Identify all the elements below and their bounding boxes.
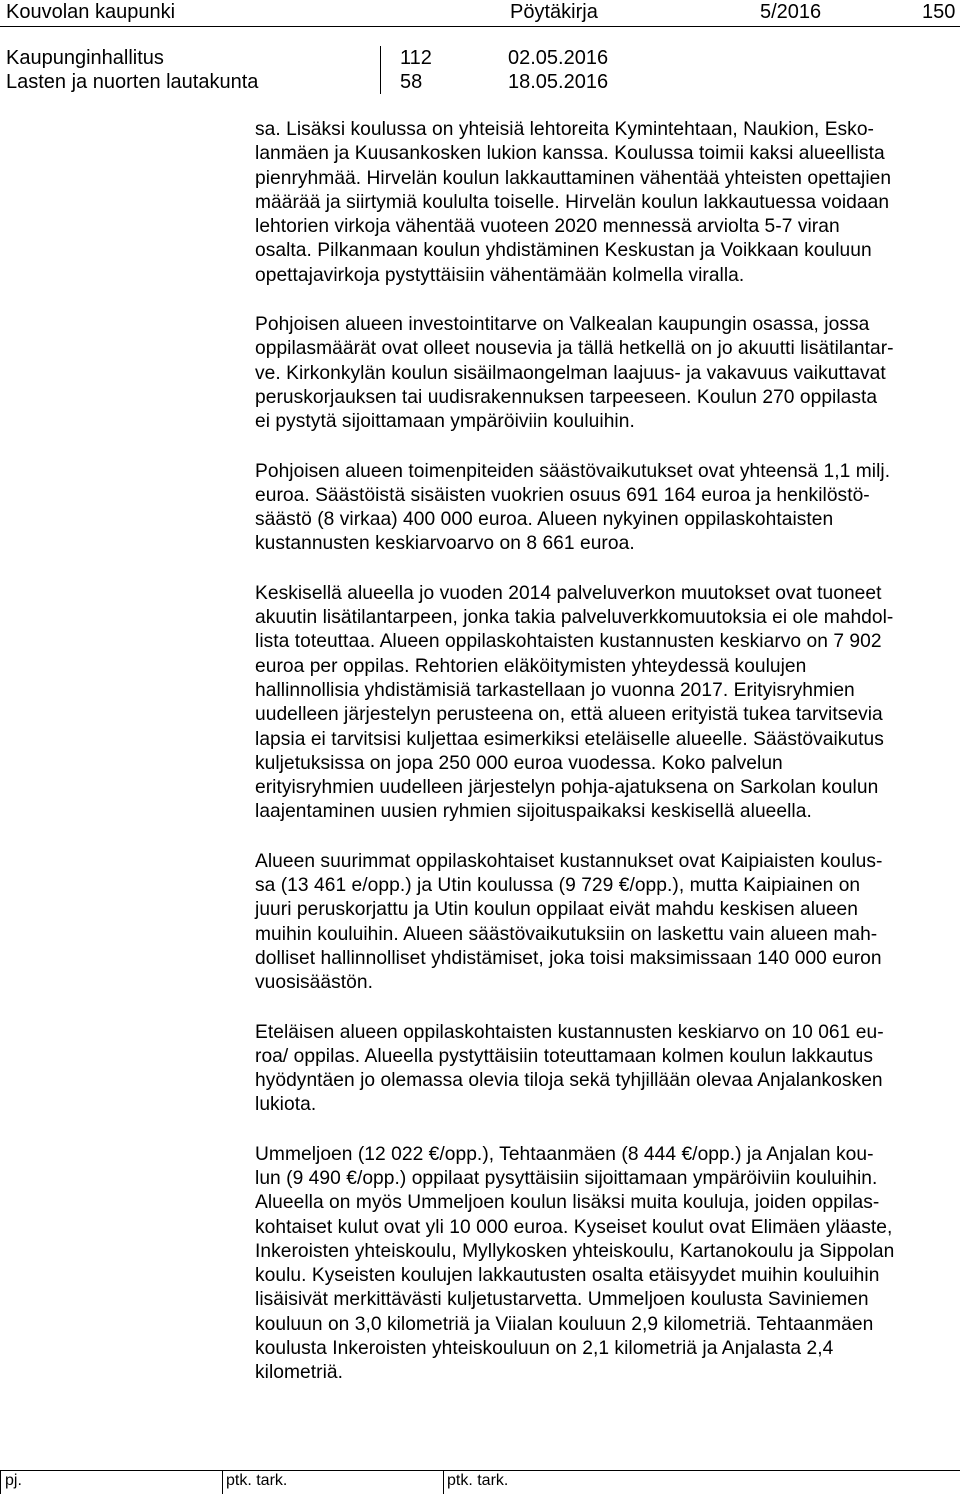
paragraph: Ummeljoen (12 022 €/opp.), Tehtaanmäen (8 444 €/opp.) ja Anjalan kou- lun (9 490 €/opp.) oppilaat pysyttäisiin sijoittamaan ympäröiviin kouluihin. Alueella on myös Ummeljoen koulun lisäksi muita kouluja, joiden oppilas- kohtaiset kulut ovat yli 10 000 euroa. Kyseiset koulut ovat Elimäen yläaste, Inkeroisten yhteiskoulu, Myllykosken yhteiskoulu, Kartanokoulu ja Sippolan koulu. Kyseisten koulujen lakkautusten osalta etäisyydet muihin kouluihin lisäisivät merkittävästi kuljetustarvetta. Ummeljoen koulusta Saviniemen kouluun on 3,0 kilometriä ja Viialan kouluun 2,9 kilometriä. Tehtaanmäen koulusta Inkeroisten yhteiskouluun on 2,1 kilometriä ja Anjalasta 2,4 kilometriä. (255, 1143, 895, 1384)
paragraph: Pohjoisen alueen toimenpiteiden säästövaikutukset ovat yhteensä 1,1 milj. euroa. Säästöistä sisäisten vuokrien osuus 691 164 euroa ja henkilöstö- säästö (8 virkaa) 400 000 euroa. Alueen nykyinen oppilaskohtaisten kustannusten keskiarvoarvo on 8 661 euroa. (255, 460, 891, 555)
paragraph: sa. Lisäksi koulussa on yhteisiä lehtoreita Kymintehtaan, Naukion, Esko- lanmäen ja Kuusankosken lukion kanssa. Koulussa toimii kaksi alueellista pienryhmää. Hirvelän koulun lakkauttaminen vähentää yhteisten opettajien määrää ja siirtymiä koululta toiselle. Hirvelän koulun lakkautuessa voidaan lehtorien virkoja vähentää vuoteen 2020 mennessä arviolta 5-7 viran osalta. Pilkanmaan koulun yhdistäminen Keskustan ja Voikkaan kouluun opettajavirkoja pystyttäisiin vähentämään kolmella viralla. (255, 119, 892, 286)
meeting-date-1: 02.05.2016 (508, 47, 609, 69)
signature-box-divider (0, 1470, 1, 1494)
paragraph: Eteläisen alueen oppilaskohtaisten kustannusten keskiarvo on 10 061 eu- roa/ oppilas. Alueella pystyttäisiin toteuttamaan kolmen koulun lakkautus hyödyntäen jo olemassa olevia tiloja sekä tyhjillään olevaa Anjalankosken lukiota. (255, 1021, 884, 1116)
signature-box-divider (222, 1470, 223, 1494)
minutes-checker-label-1: ptk. tark. (226, 1472, 288, 1489)
section-bracket (380, 46, 388, 94)
minutes-checker-label-2: ptk. tark. (447, 1472, 509, 1489)
body-name-2: Lasten ja nuorten lautakunta (6, 71, 259, 93)
organization-name: Kouvolan kaupunki (6, 1, 176, 23)
issue-number: 5/2016 (760, 1, 822, 23)
paragraph: Alueen suurimmat oppilaskohtaiset kustannukset ovat Kaipiaisten koulus- sa (13 461 e/opp.) ja Utin koulussa (9 729 €/opp.), mutta Kaipiainen on juuri peruskorjattu ja Utin koulun oppilaat eivät mahdu keskisen alueen muihin kouluihin. Alueen säästövaikutuksiin on laskettu vain alueen mah- dolliset hallinnolliset yhdistämiset, joka toisi maksimissaan 140 000 euron vuosisäästön. (255, 850, 883, 994)
body-name-1: Kaupunginhallitus (6, 47, 164, 69)
section-number-1: 112 (400, 47, 432, 69)
document-type: Pöytäkirja (510, 1, 598, 23)
paragraph: Keskisellä alueella jo vuoden 2014 palveluverkon muutokset ovat tuoneet akuutin lisätilantarpeen, jonka takia palveluverkkomuutoksia ei ole mahdol- lista toteuttaa. Alueen oppilaskohtaisten kustannusten keskiarvo on 7 902 euroa per oppilas. Rehtorien eläköitymisten yhteydessä koulujen hallinnollisia yhdistämisiä tarkastellaan jo vuonna 2017. Erityisryhmien uudelleen järjestelyn perusteena on, että alueen erityistä tukea tarvitsevia lapsia ei tarvitsisi kuljettaa esimerkiksi eteläiselle alueelle. Säästövaikutus kuljetuksissa on jopa 250 000 euroa vuodessa. Koko palvelun erityisryhmien uudelleen järjestelyn pohja-ajatuksena on Sarkolan koulun laajentaminen uusien ryhmien sijoituspaikaksi keskisellä alueella. (255, 582, 894, 823)
signature-box-divider (443, 1470, 444, 1494)
paragraph: Pohjoisen alueen investointitarve on Valkealan kaupungin osassa, jossa oppilasmäärät ovat olleet nousevia ja tällä hetkellä on jo akuutti lisätilantar- ve. Kirkonkylän koulun sisäilmaongelman laajuus- ja vakavuus vaikuttavat peruskorjauksen tai uudisrakennuksen tarpeeseen. Koulun 270 oppilasta ei pystytä sijoittamaan ympäröiviin kouluihin. (255, 314, 894, 433)
meeting-date-2: 18.05.2016 (508, 71, 609, 93)
document-body (255, 118, 955, 1411)
chair-signature-label: pj. (5, 1472, 22, 1489)
header-divider (0, 26, 960, 27)
page-number: 150 (922, 1, 956, 23)
section-number-2: 58 (400, 71, 423, 93)
